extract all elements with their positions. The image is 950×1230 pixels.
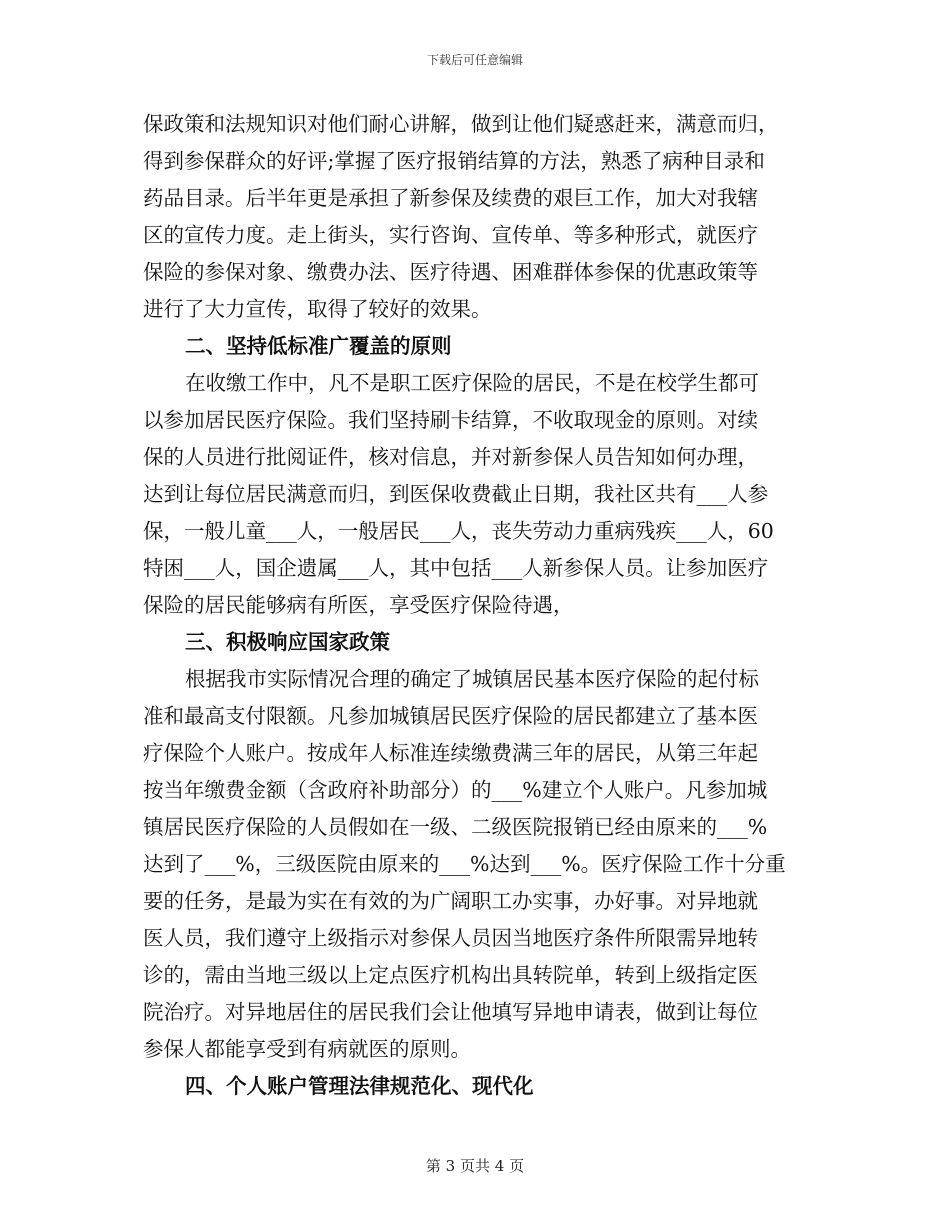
paragraph-line: 保政策和法规知识对他们耐心讲解，做到让他们疑惑赶来，满意而归， [143,112,779,136]
paragraph-line: 保，一般儿童___人，一般居民___人，丧失劳动力重病残疾___人，60 [143,519,774,543]
paragraph-line: 镇居民医疗保险的人员假如在一级、二级医院报销已经由原来的___% [143,815,768,839]
paragraph-line: 按当年缴费金额（含政府补助部分）的___%建立个人账户。凡参加城 [143,778,768,802]
paragraph-line: 要的任务，是最为实在有效的为广阔职工办实事，办好事。对异地就 [143,889,758,913]
paragraph-line: 在收缴工作中，凡不是职工医疗保险的居民，不是在校学生都可 [185,371,759,395]
paragraph-line: 保险的居民能够病有所医，享受医疗保险待遇， [143,593,574,617]
paragraph-line: 保的人员进行批阅证件，核对信息，并对新参保人员告知如何办理， [143,445,758,469]
paragraph-line: 达到让每位居民满意而归，到医保收费截止日期，我社区共有___人参 [143,482,769,506]
paragraph-line: 得到参保群众的好评;掌握了医疗报销结算的方法，熟悉了病种目录和 [143,149,765,173]
paragraph-line: 区的宣传力度。走上街头，实行咨询、宣传单、等多种形式，就医疗 [143,223,758,247]
paragraph-line: 保险的参保对象、缴费办法、医疗待遇、困难群体参保的优惠政策等 [143,260,758,284]
document-body [143,106,811,1105]
paragraph-line: 诊的，需由当地三级以上定点医疗机构出具转院单，转到上级指定医 [143,963,758,987]
paragraph-line: 医人员，我们遵守上级指示对参保人员因当地医疗条件所限需异地转 [143,926,758,950]
paragraph-line: 院治疗。对异地居住的居民我们会让他填写异地申请表，做到让每位 [143,1000,758,1024]
paragraph-line: 根据我市实际情况合理的确定了城镇居民基本医疗保险的起付标 [185,667,759,691]
paragraph-line: 以参加居民医疗保险。我们坚持刷卡结算，不收取现金的原则。对续 [143,408,758,432]
paragraph-line: 特困___人，国企遗属___人，其中包括___人新参保人员。让参加医疗 [143,556,769,580]
paragraph-line: 参保人都能享受到有病就医的原则。 [143,1037,471,1061]
paragraph-line: 达到了___%，三级医院由原来的___%达到___%。医疗保险工作十分重 [143,852,786,876]
paragraph-line: 进行了大力宣传，取得了较好的效果。 [143,297,492,321]
paragraph-line: 药品目录。后半年更是承担了新参保及续费的艰巨工作，加大对我辖 [143,186,758,210]
page-header: 下载后可任意编辑 [426,53,523,67]
paragraph-line: 准和最高支付限额。凡参加城镇居民医疗保险的居民都建立了基本医 [143,704,758,728]
section-heading: 四、个人账户管理法律规范化、现代化 [185,1074,534,1098]
paragraph-line: 疗保险个人账户。按成年人标准连续缴费满三年的居民，从第三年起 [143,741,758,765]
section-heading: 二、坚持低标准广覆盖的原则 [185,334,452,358]
section-heading: 三、积极响应国家政策 [185,630,390,654]
page-footer: 第 3 页共 4 页 [425,1157,525,1175]
